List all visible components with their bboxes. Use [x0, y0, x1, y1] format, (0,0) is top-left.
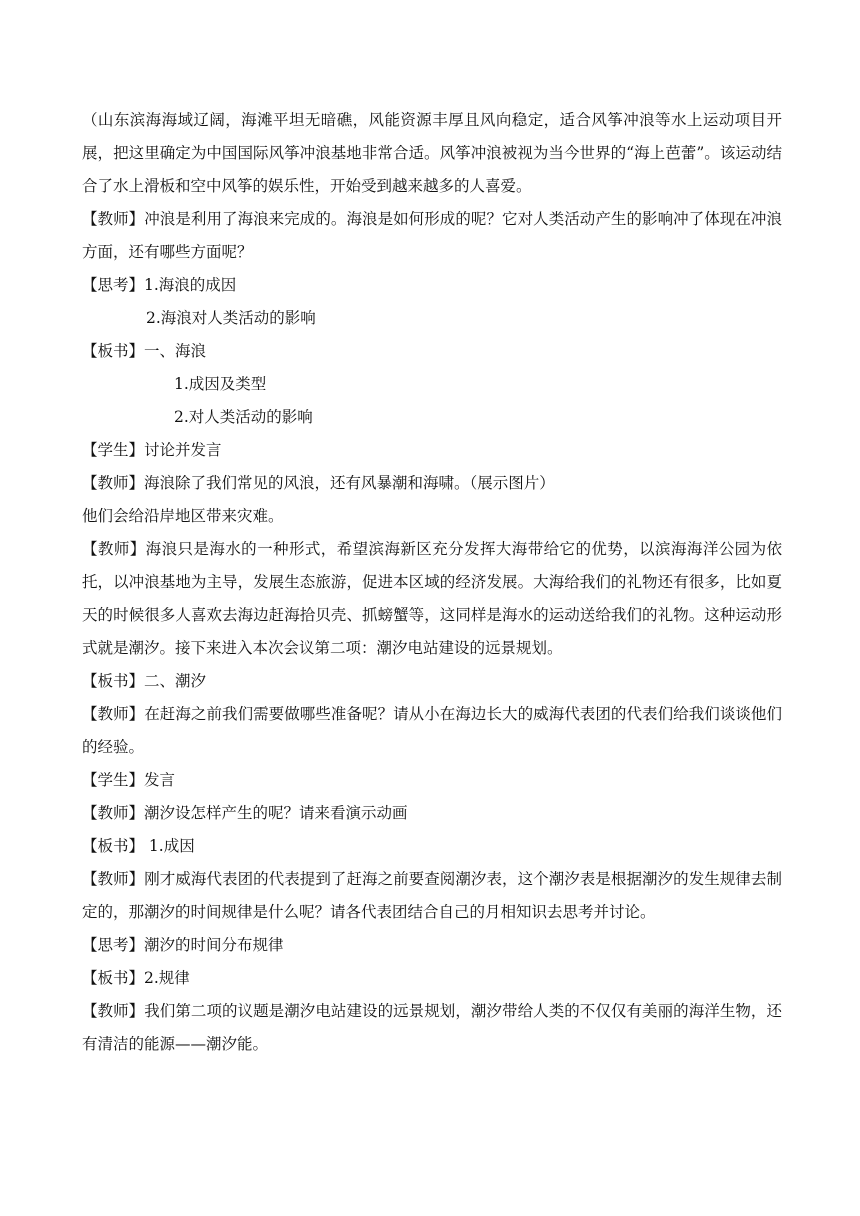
teacher-paragraph: 【教师】在赶海之前我们需要做哪些准备呢？请从小在海边长大的威海代表团的代表们给我们谈谈他们的经验。	[82, 705, 782, 756]
thinking-item: 【思考】潮汐的时间分布规律	[82, 936, 284, 954]
continuation-line: 他们会给沿岸地区带来灾难。	[82, 507, 284, 525]
board-item: 【板书】二、潮汐	[82, 672, 207, 690]
thinking-item: 【思考】1.海浪的成因	[82, 276, 237, 294]
board-item: 【板书】2.规律	[82, 969, 190, 987]
board-item: 【板书】 1.成因	[82, 837, 195, 855]
student-paragraph: 【学生】讨论并发言	[82, 441, 222, 459]
document-body	[82, 104, 782, 1061]
teacher-paragraph: 【教师】潮汐设怎样产生的呢？请来看演示动画	[82, 804, 408, 822]
teacher-paragraph: 【教师】海浪只是海水的一种形式，希望滨海新区充分发挥大海带给它的优势，以滨海海洋公园为依托，以冲浪基地为主导，发展生态旅游，促进本区域的经济发展。大海给我们的礼物还有很多，比如夏天的时候很多人喜欢去海边赶海拾贝壳、抓螃蟹等，这同样是海水的运动送给我们的礼物。这种运动形式就是潮汐。接下来进入本次会议第二项：潮汐电站建设的远景规划。	[82, 540, 782, 657]
board-subitem: 1.成因及类型	[174, 375, 267, 393]
student-paragraph: 【学生】发言	[82, 771, 176, 789]
board-subitem: 2.对人类活动的影响	[174, 408, 313, 426]
teacher-paragraph: 【教师】我们第二项的议题是潮汐电站建设的远景规划，潮汐带给人类的不仅仅有美丽的海洋生物，还有清洁的能源——潮汐能。	[82, 1002, 782, 1053]
teacher-paragraph: 【教师】冲浪是利用了海浪来完成的。海浪是如何形成的呢？它对人类活动产生的影响冲了体现在冲浪方面，还有哪些方面呢？	[82, 210, 782, 261]
teacher-paragraph: 【教师】海浪除了我们常见的风浪，还有风暴潮和海啸。（展示图片）	[82, 474, 555, 492]
teacher-paragraph: 【教师】刚才威海代表团的代表提到了赶海之前要查阅潮汐表，这个潮汐表是根据潮汐的发生规律去制定的，那潮汐的时间规律是什么呢？请各代表团结合自己的月相知识去思考并讨论。	[82, 870, 782, 921]
thinking-subitem: 2.海浪对人类活动的影响	[146, 309, 316, 327]
board-item: 【板书】一、海浪	[82, 342, 207, 360]
intro-paragraph: （山东滨海海域辽阔，海滩平坦无暗礁，风能资源丰厚且风向稳定，适合风筝冲浪等水上运动项目开展，把这里确定为中国国际风筝冲浪基地非常合适。风筝冲浪被视为当今世界的“海上芭蕾”。该运动结合了水上滑板和空中风筝的娱乐性，开始受到越来越多的人喜爱。	[82, 111, 782, 195]
